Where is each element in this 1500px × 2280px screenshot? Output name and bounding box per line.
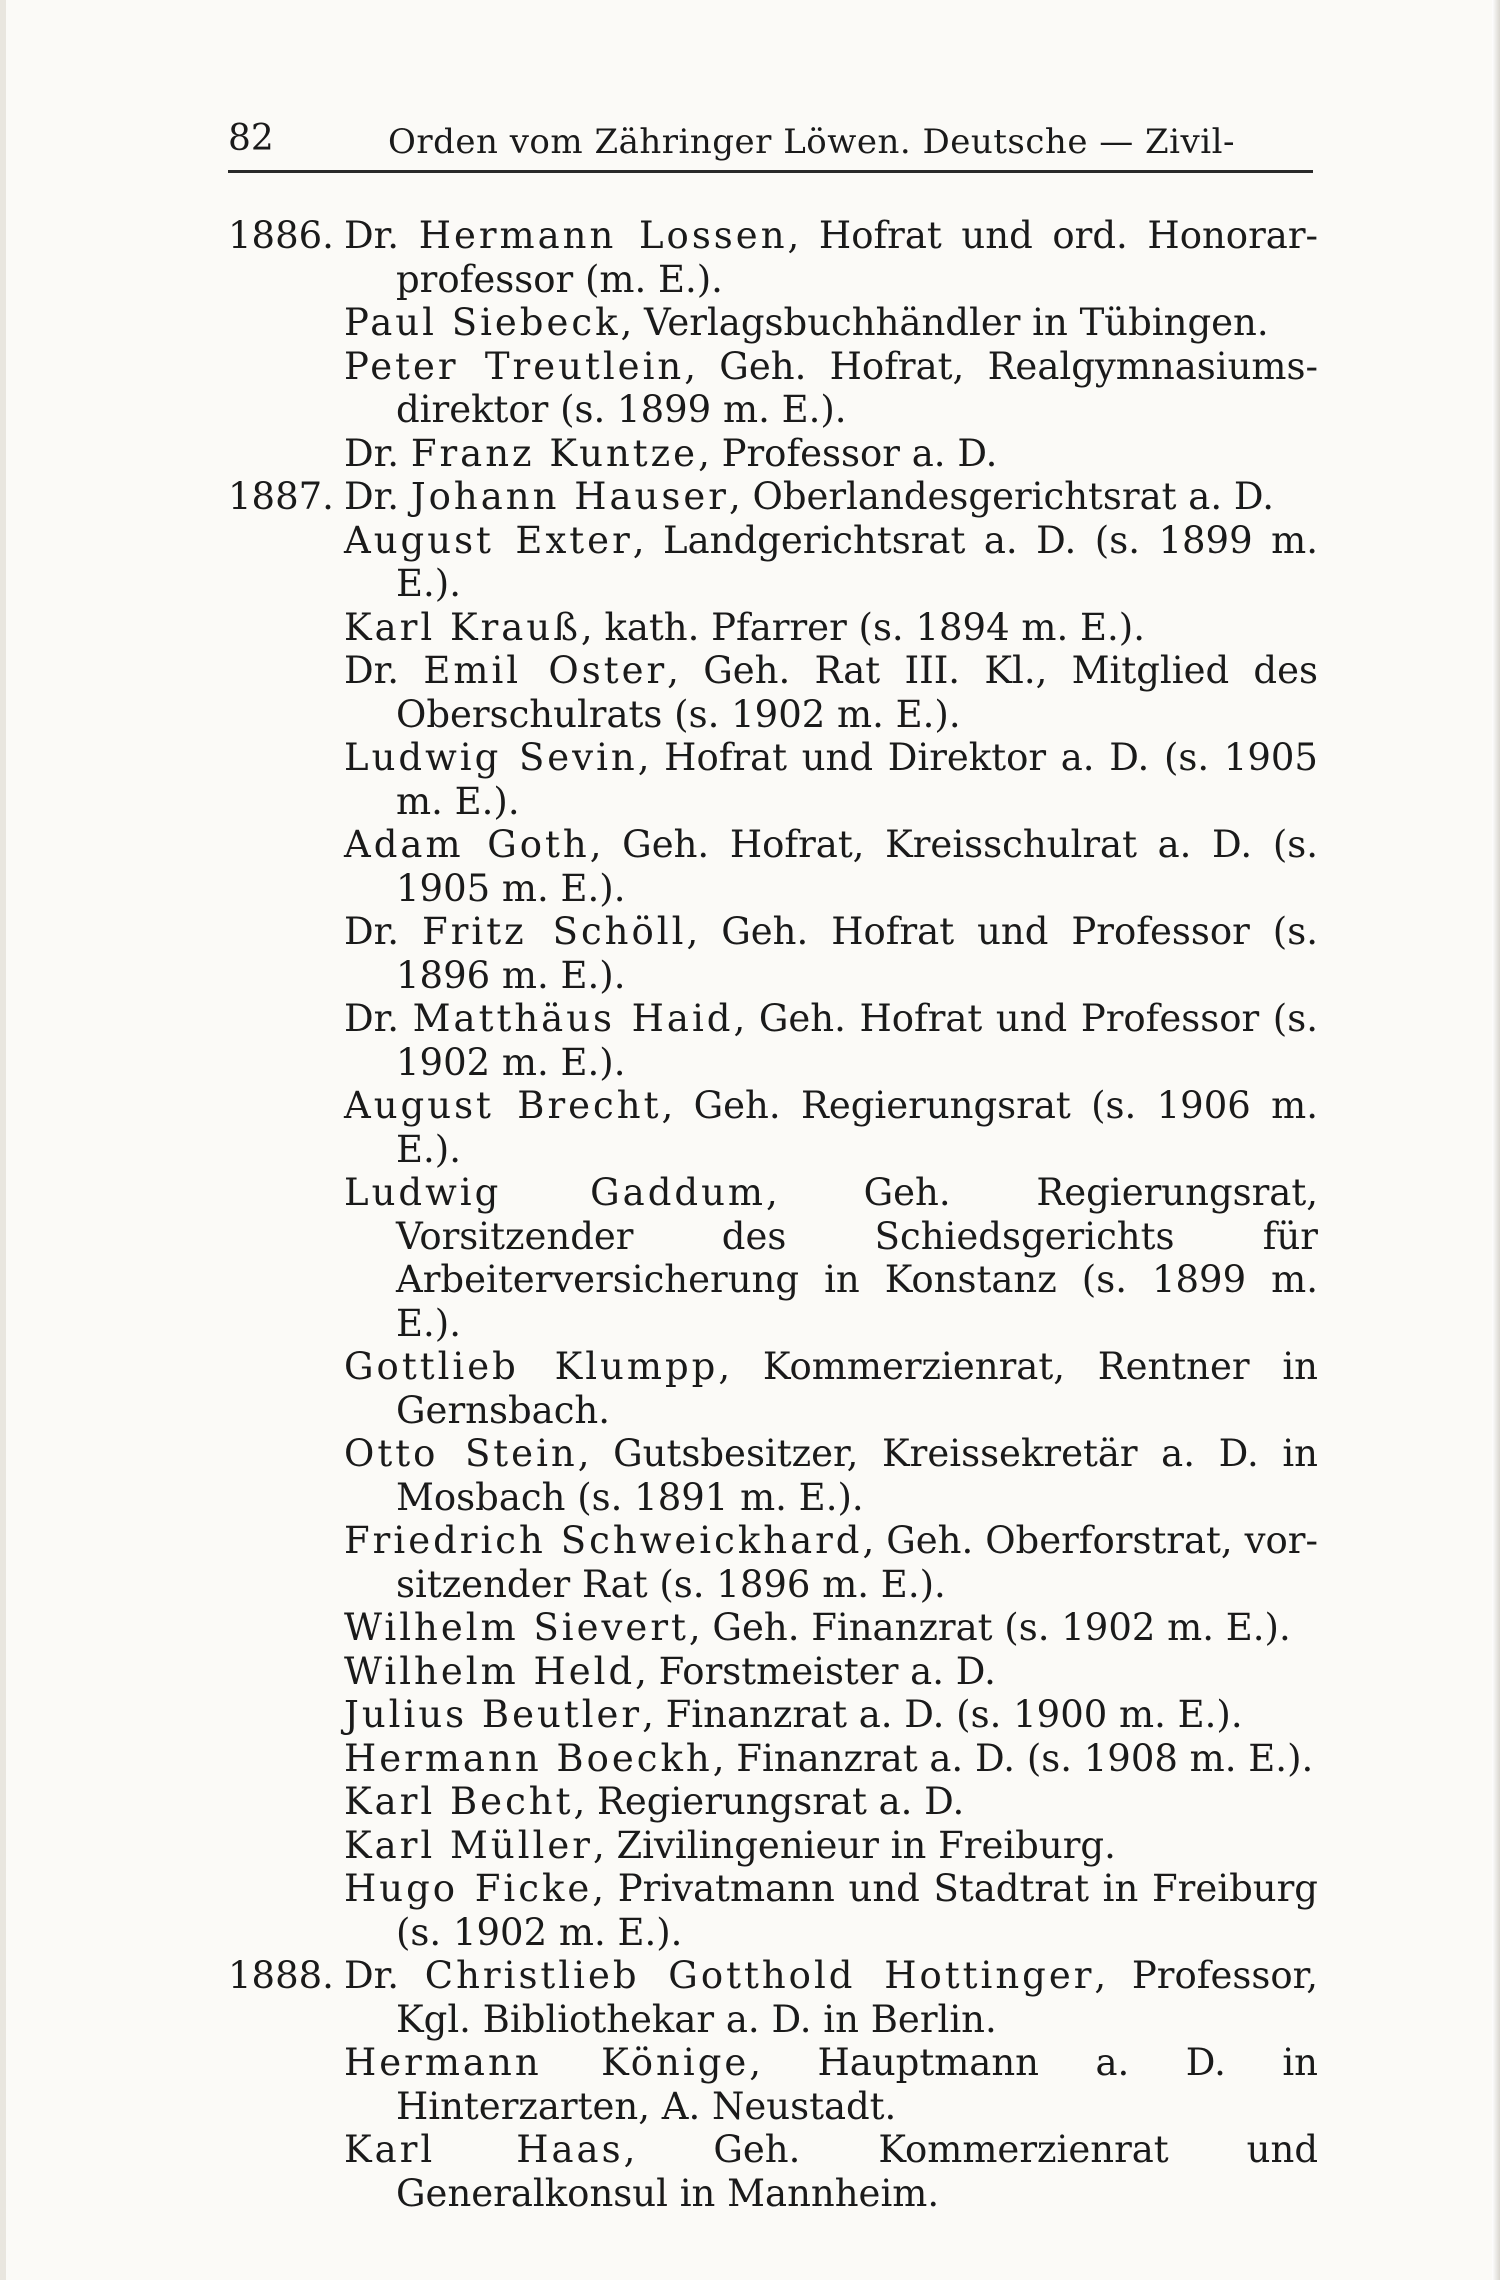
recipient-entry xyxy=(344,2128,1318,2215)
recipient-name: August Exter xyxy=(344,518,633,562)
recipient-name: Hermann Boeckh xyxy=(344,1736,713,1780)
recipient-entry xyxy=(344,1432,1318,1519)
recipient-entry xyxy=(344,345,1318,432)
entry-details: , Gutsbesitzer, Kreissekretär a. D. in Mosbach (s. 1891 m. E.). xyxy=(396,1432,1319,1519)
recipient-entry xyxy=(344,1084,1318,1171)
entry-details: , Regierungsrat a. D. xyxy=(573,1780,965,1823)
entry-details: , Kommerzienrat, Rentner in Gernsbach. xyxy=(396,1345,1319,1432)
recipient-name: Wilhelm Held xyxy=(344,1649,636,1693)
entry-details: , Hofrat und ord. Honorar-professor (m. E.). xyxy=(396,214,1319,301)
year-label: 1888. xyxy=(228,1954,334,1997)
recipient-entry xyxy=(344,1650,1318,1694)
entry-details: , Geh. Regierungsrat, Vorsitzender des Schiedsgerichts für Arbeiterversicherung in Konstanz (s. 1899 m. E.). xyxy=(396,1171,1318,1345)
recipient-entry xyxy=(344,1171,1318,1345)
recipient-entry xyxy=(344,1606,1318,1650)
entry-details: , Zivilingenieur in Freiburg. xyxy=(592,1823,1116,1867)
recipient-name: Christlieb Gotthold Hottinger xyxy=(424,1954,1095,1997)
recipient-entry xyxy=(344,214,1318,301)
entry-title-prefix: Dr. xyxy=(344,910,423,953)
recipient-name: Matthäus Haid xyxy=(412,997,734,1040)
recipient-name: Johann Hauser xyxy=(410,475,729,518)
recipient-name: Emil Oster xyxy=(423,649,668,692)
recipient-entry xyxy=(344,1867,1318,1954)
entry-title-prefix: Dr. xyxy=(344,997,413,1040)
page-number: 82 xyxy=(228,118,274,159)
recipient-entry xyxy=(344,1780,1318,1824)
recipient-name: Ludwig Gaddum xyxy=(344,1171,766,1214)
entry-details: , Geh. Regierungsrat (s. 1906 m. E.). xyxy=(396,1084,1318,1171)
recipient-entry xyxy=(344,475,1318,519)
entry-title-prefix: Dr. xyxy=(344,1954,425,1997)
entry-details: , Verlagsbuchhändler in Tübingen. xyxy=(620,301,1269,344)
entry-details: , Privatmann und Stadtrat in Freiburg (s. 1902 m. E.). xyxy=(396,1867,1318,1954)
entry-list xyxy=(228,214,1318,2215)
recipient-name: Wilhelm Sievert xyxy=(344,1606,689,1649)
recipient-entry xyxy=(344,823,1318,910)
recipient-name: Hermann Könige xyxy=(344,2041,750,2084)
entry-details: , Professor, Kgl. Bibliothekar a. D. in Berlin. xyxy=(396,1954,1318,2041)
page-header xyxy=(228,110,1313,173)
recipient-entry xyxy=(344,606,1318,650)
recipient-name: Hugo Ficke xyxy=(344,1867,593,1910)
recipient-entry xyxy=(344,910,1318,997)
year-block xyxy=(228,1954,1318,2215)
recipient-entry xyxy=(344,736,1318,823)
recipient-entry xyxy=(344,1519,1318,1606)
entry-details: , kath. Pfarrer (s. 1894 m. E.). xyxy=(580,605,1145,649)
entry-details: , Professor a. D. xyxy=(698,431,998,475)
recipient-entry xyxy=(344,1954,1318,2041)
recipient-name: Paul Siebeck xyxy=(344,301,621,344)
entry-title-prefix: Dr. xyxy=(344,649,424,692)
recipient-name: Hermann Lossen xyxy=(418,214,788,257)
recipient-entry xyxy=(344,1693,1318,1737)
entry-title-prefix: Dr. xyxy=(344,431,411,475)
recipient-name: Franz Kuntze xyxy=(410,431,699,475)
recipient-entry xyxy=(344,519,1318,606)
year-block xyxy=(228,214,1318,475)
entry-details: , Geh. Oberforstrat, vor-sitzender Rat (s. 1896 m. E.). xyxy=(396,1519,1318,1606)
recipient-entry xyxy=(344,1345,1318,1432)
recipient-name: Friedrich Schweickhard xyxy=(344,1519,863,1562)
entry-details: , Oberlandesgerichtsrat a. D. xyxy=(728,475,1274,518)
entry-details: , Geh. Kommerzienrat und Generalkonsul in Mannheim. xyxy=(396,2128,1319,2215)
entry-details: , Geh. Hofrat und Professor (s. 1896 m. E.). xyxy=(396,910,1318,997)
recipient-entry xyxy=(344,301,1318,345)
page-edge-shadow xyxy=(1492,0,1500,2280)
recipient-name: Ludwig Sevin xyxy=(344,736,638,779)
entry-title-prefix: Dr. xyxy=(344,475,411,518)
entry-details: , Geh. Hofrat, Kreisschulrat a. D. (s. 1905 m. E.). xyxy=(396,823,1318,910)
recipient-name: Peter Treutlein xyxy=(344,344,685,388)
year-label: 1887. xyxy=(228,475,334,518)
recipient-name: Adam Goth xyxy=(344,823,590,866)
recipient-name: Karl Krauß xyxy=(344,605,581,649)
recipient-entry xyxy=(344,649,1318,736)
year-label: 1886. xyxy=(228,214,334,257)
entry-details: , Finanzrat a. D. (s. 1908 m. E.). xyxy=(712,1736,1314,1780)
entry-title-prefix: Dr. xyxy=(344,214,419,257)
recipient-entry xyxy=(344,1737,1318,1781)
entry-details: , Hofrat und Direktor a. D. (s. 1905 m. E.). xyxy=(396,736,1318,823)
recipient-name: Gottlieb Klumpp xyxy=(344,1345,719,1388)
entry-details: , Geh. Hofrat, Realgymnasiums-direktor (s. 1899 m. E.). xyxy=(396,344,1319,431)
entry-details: , Geh. Rat III. Kl., Mitglied des Oberschulrats (s. 1902 m. E.). xyxy=(396,649,1319,736)
entry-details: , Forstmeister a. D. xyxy=(635,1649,996,1693)
year-block xyxy=(228,475,1318,1954)
recipient-name: Otto Stein xyxy=(344,1432,578,1475)
recipient-entry xyxy=(344,2041,1318,2128)
recipient-name: Karl Müller xyxy=(344,1823,593,1867)
recipient-entry xyxy=(344,1824,1318,1868)
entry-details: , Geh. Finanzrat (s. 1902 m. E.). xyxy=(688,1606,1291,1649)
recipient-name: August Brecht xyxy=(344,1084,662,1127)
recipient-entry xyxy=(344,997,1318,1084)
recipient-name: Karl Haas xyxy=(344,2128,624,2171)
recipient-name: Karl Becht xyxy=(344,1780,574,1823)
entry-details: , Geh. Hofrat und Professor (s. 1902 m. E.). xyxy=(396,997,1318,1084)
recipient-entry xyxy=(344,432,1318,476)
recipient-name: Julius Beutler xyxy=(344,1693,643,1736)
recipient-name: Fritz Schöll xyxy=(422,910,687,953)
entry-details: , Hauptmann a. D. in Hinterzarten, A. Neustadt. xyxy=(396,2041,1318,2128)
running-title: Orden vom Zähringer Löwen. Deutsche — Zivil- xyxy=(388,122,1235,162)
entry-details: , Finanzrat a. D. (s. 1900 m. E.). xyxy=(642,1693,1243,1736)
entry-details: , Landgerichtsrat a. D. (s. 1899 m. E.). xyxy=(396,518,1318,605)
